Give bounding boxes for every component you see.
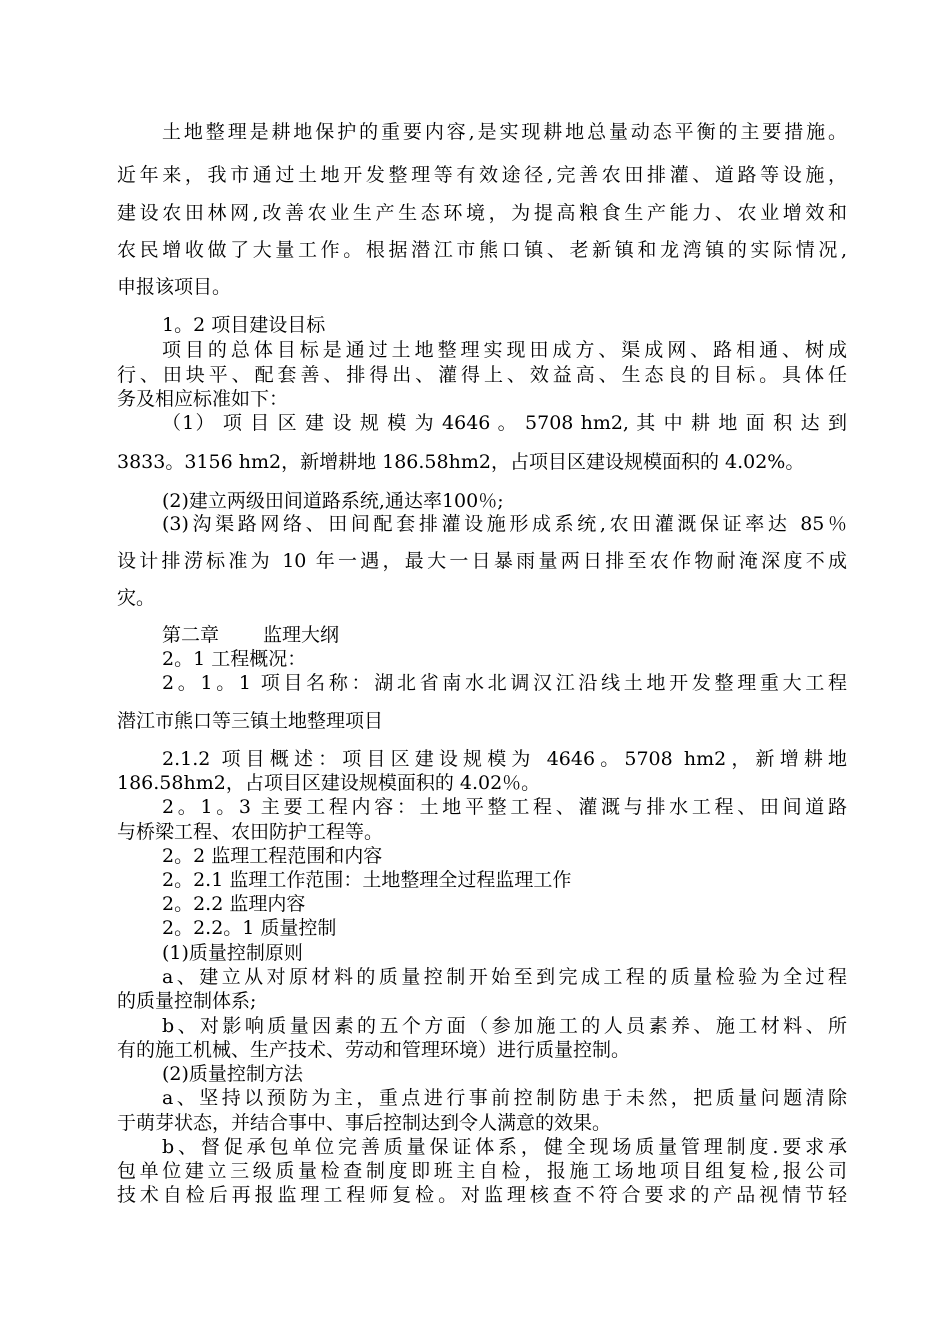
section-heading: 1。2 项目建设目标 — [162, 314, 326, 336]
paragraph-line: 与桥梁工程、农田防护工程等。 — [117, 821, 384, 843]
paragraph-line: 潜江市熊口等三镇土地整理项目 — [117, 710, 384, 732]
section-heading: 2。2 监理工程范围和内容 — [162, 845, 383, 867]
paragraph-line: a、坚持以预防为主，重点进行事前控制防患于未然，把质量问题清除 — [162, 1087, 847, 1109]
list-item: (3)沟渠路网络、田间配套排灌设施形成系统,农田灌溉保证率达 85％ — [162, 513, 847, 535]
paragraph-line: 2。1。1 项目名称：湖北省南水北调汉江沿线土地开发整理重大工程 — [162, 672, 847, 694]
paragraph-line: 申报该项目。 — [117, 276, 232, 298]
list-item: (2)建立两级田间道路系统,通达率100％; — [162, 490, 504, 512]
paragraph-line: （1） 项 目 区 建 设 规 模 为 4646 。 5708 hm2, 其 中 耕 地 面 积 达 到 — [162, 412, 847, 434]
paragraph-line: 设计排涝标准为 10 年一遇，最大一日暴雨量两日排至农作物耐淹深度不成 — [117, 550, 847, 572]
paragraph-line: 3833。3156 hm2，新增耕地 186.58hm2，占项目区建设规模面积的 4.02%。 — [117, 451, 805, 473]
paragraph-line: 务及相应标准如下： — [117, 388, 289, 410]
paragraph-line: 农民增收做了大量工作。根据潜江市熊口镇、老新镇和龙湾镇的实际情况, — [117, 239, 847, 261]
paragraph-line: 2。1。3 主要工程内容：土地平整工程、灌溉与排水工程、田间道路 — [162, 796, 847, 818]
paragraph-line: 于萌芽状态，并结合事中、事后控制达到令人满意的效果。 — [117, 1112, 612, 1134]
paragraph-line: 2.1.2 项目概述：项目区建设规模为 4646。5708 hm2，新增耕地 — [162, 748, 847, 770]
paragraph-line: 行、田块平、配套善、排得出、灌得上、效益高、生态良的目标。具体任 — [117, 364, 847, 386]
paragraph-line: 灾。 — [117, 587, 156, 609]
paragraph-line: 近年来，我市通过土地开发整理等有效途径,完善农田排灌、道路等设施， — [117, 164, 847, 186]
paragraph-line: 186.58hm2，占项目区建设规模面积的 4.02％。 — [117, 772, 541, 794]
paragraph-line: b、对影响质量因素的五个方面（参加施工的人员素养、施工材料、所 — [162, 1015, 847, 1037]
paragraph-line: 的质量控制体系; — [117, 990, 257, 1012]
paragraph-line: 项目的总体目标是通过土地整理实现田成方、渠成网、路相通、树成 — [162, 339, 847, 361]
section-heading: 2。2.2 监理内容 — [162, 893, 306, 915]
paragraph-line: 土地整理是耕地保护的重要内容,是实现耕地总量动态平衡的主要措施。 — [162, 121, 847, 143]
paragraph-line: a、建立从对原材料的质量控制开始至到完成工程的质量检验为全过程 — [162, 966, 847, 988]
section-heading: 2。1 工程概况： — [162, 648, 307, 670]
section-heading: (2)质量控制方法 — [162, 1063, 303, 1085]
chapter-heading: 第二章 监理大纲 — [162, 624, 340, 646]
paragraph-line: b、督促承包单位完善质量保证体系，健全现场质量管理制度.要求承 — [162, 1136, 847, 1158]
section-heading: 2。2.2。1 质量控制 — [162, 917, 337, 939]
paragraph-line: 有的施工机械、生产技术、劳动和管理环境）进行质量控制。 — [117, 1039, 631, 1061]
section-heading: (1)质量控制原则 — [162, 942, 303, 964]
paragraph-line: 包单位建立三级质量检查制度即班主自检，报施工场地项目组复检,报公司 — [117, 1160, 847, 1182]
paragraph-line: 技术自检后再报监理工程师复检。对监理核查不符合要求的产品视情节轻 — [117, 1184, 847, 1206]
paragraph-line: 2。2.1 监理工作范围：土地整理全过程监理工作 — [162, 869, 572, 891]
paragraph-line: 建设农田林网,改善农业生产生态环境，为提高粮食生产能力、农业增效和 — [117, 202, 847, 224]
